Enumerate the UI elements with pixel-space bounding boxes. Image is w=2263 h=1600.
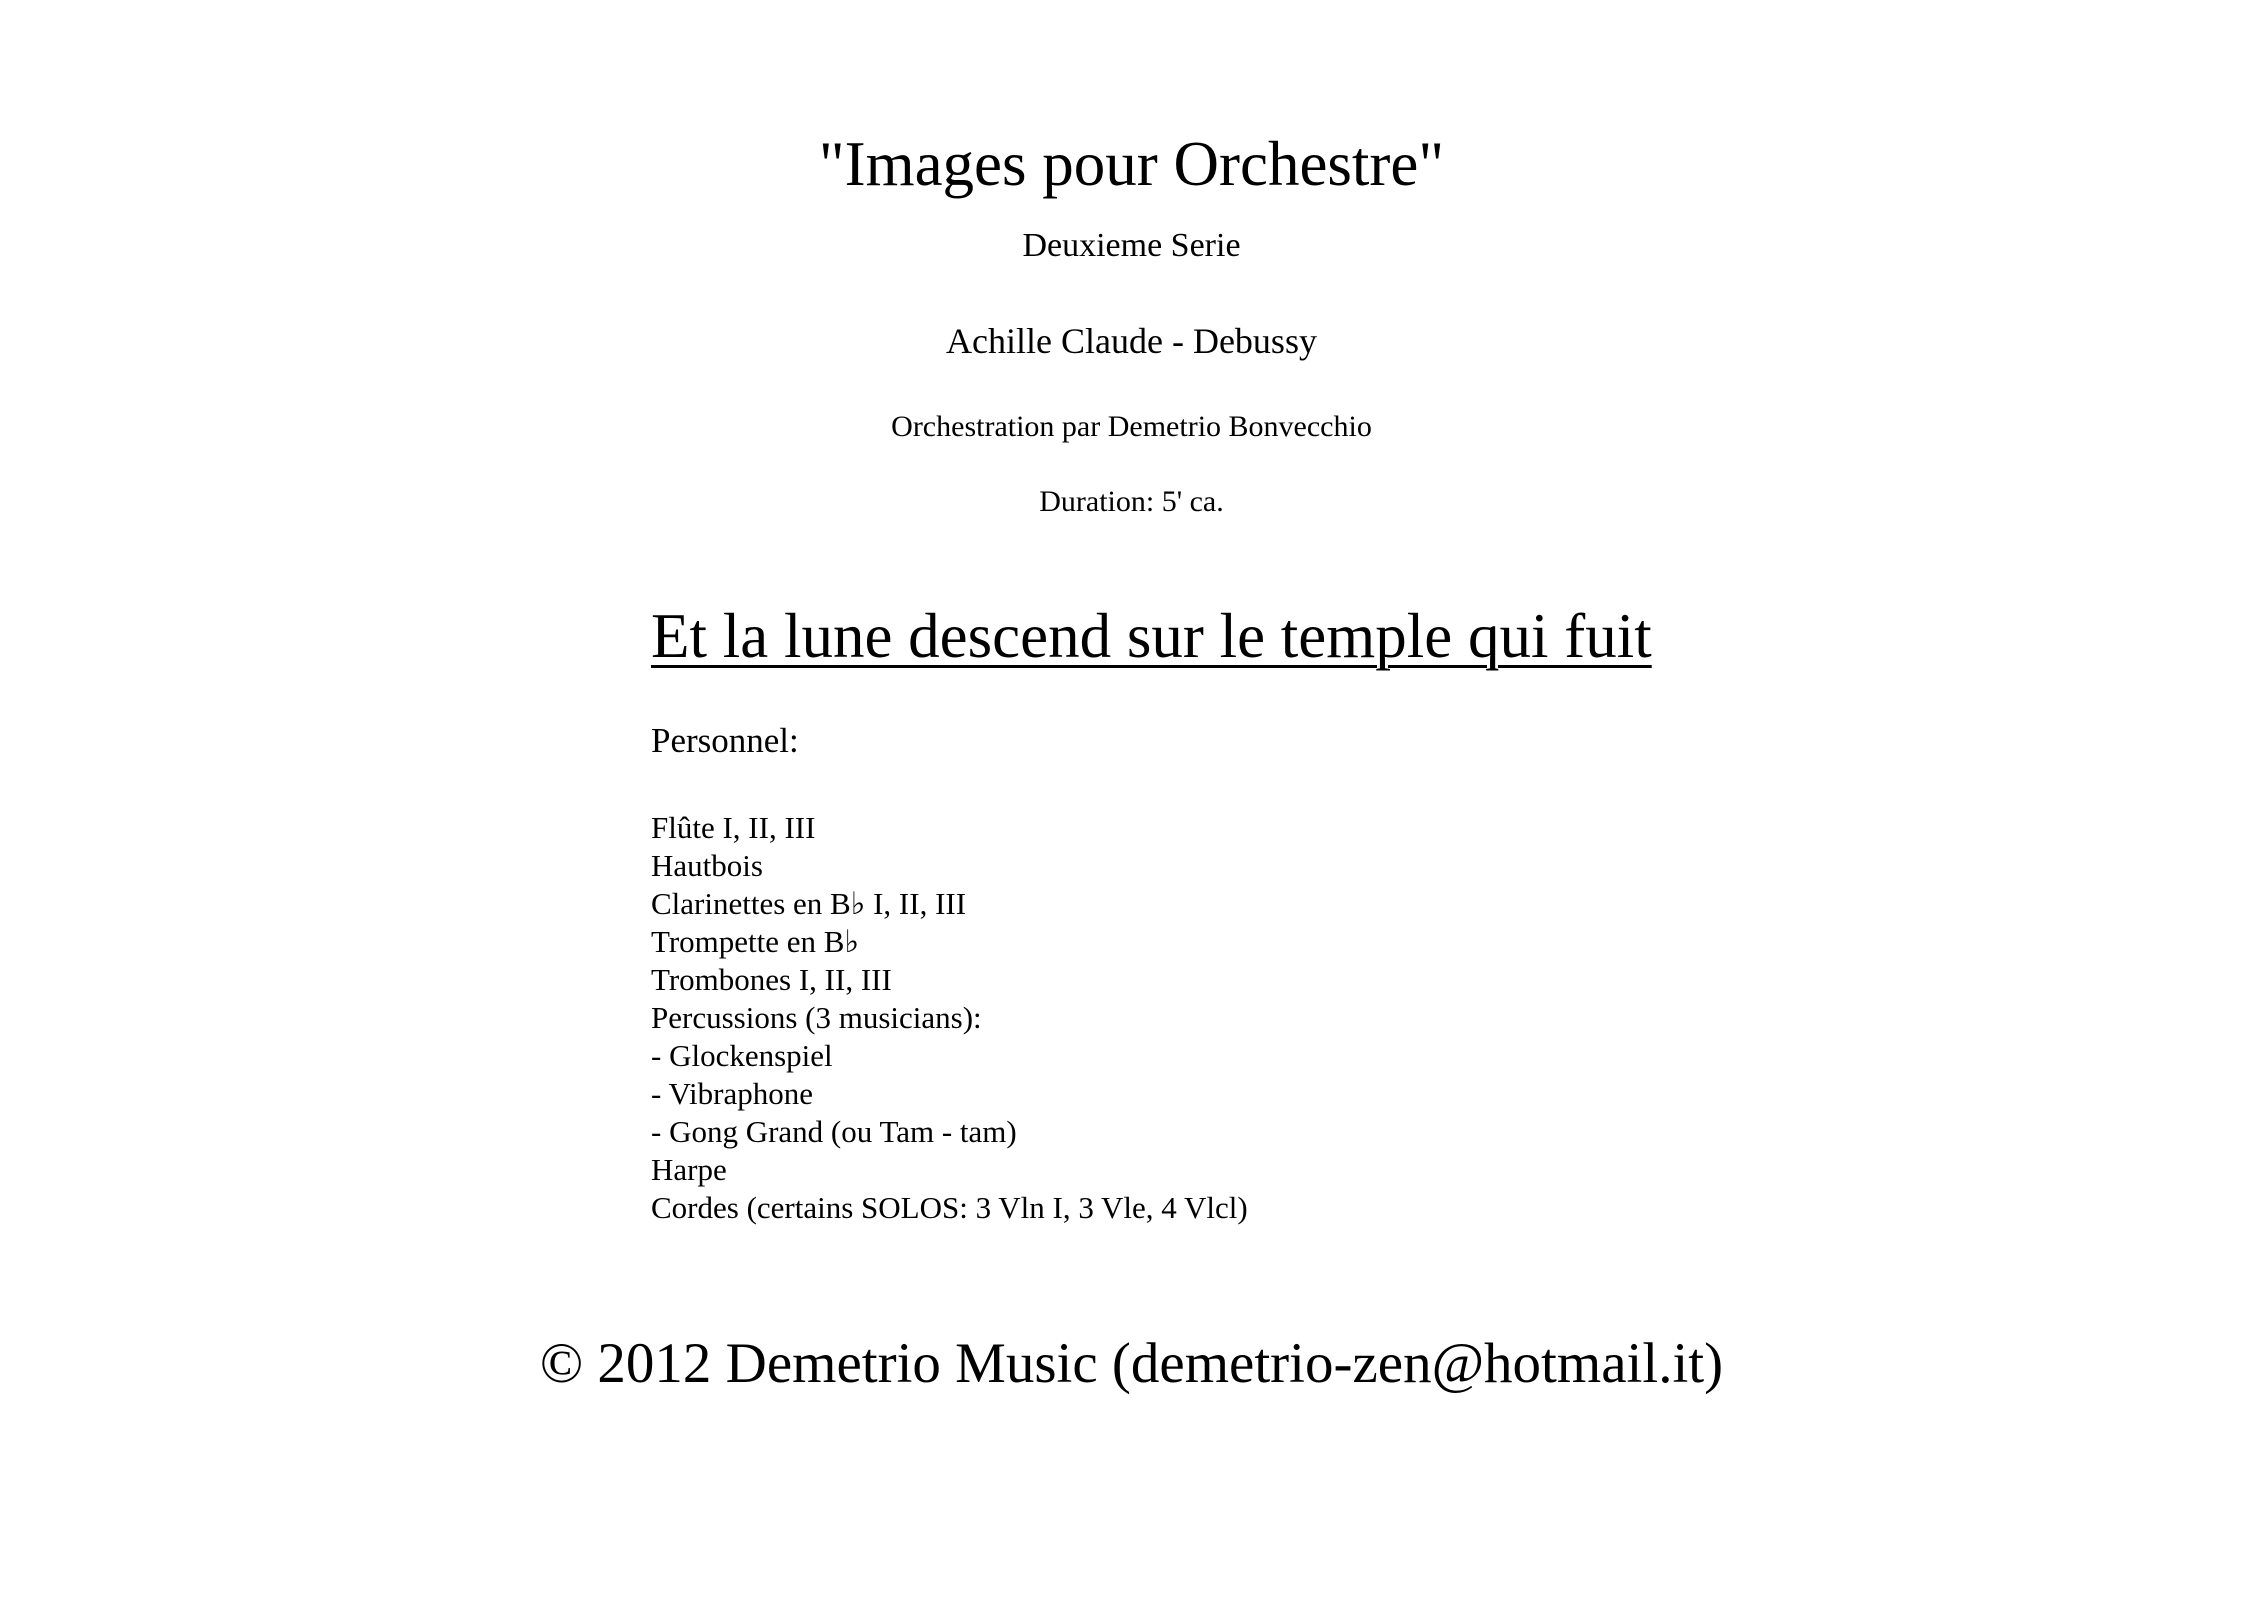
instrument-item: Trompette en B♭ — [651, 924, 860, 959]
orchestration-credit: Orchestration par Demetrio Bonvecchio — [891, 410, 1372, 443]
work-title: "Images pour Orchestre" — [818, 129, 1445, 199]
instrument-item: Flûte I, II, III — [651, 810, 816, 845]
instrument-item: Trombones I, II, III — [651, 962, 892, 997]
instrument-list — [651, 809, 1248, 1227]
instrument-item: Harpe — [651, 1152, 727, 1187]
instrument-item: Cordes (certains SOLOS: 3 Vln I, 3 Vle, 4 Vlcl) — [651, 1190, 1248, 1225]
instrument-item: - Gong Grand (ou Tam - tam) — [651, 1114, 1017, 1149]
instrument-item: Percussions (3 musicians): — [651, 1000, 982, 1035]
instrument-item: - Glockenspiel — [651, 1038, 833, 1073]
instrument-item: - Vibraphone — [651, 1076, 813, 1111]
piece-title: Et la lune descend sur le temple qui fuit — [651, 601, 1652, 671]
series-subtitle: Deuxieme Serie — [1022, 227, 1241, 264]
personnel-label: Personnel: — [651, 721, 799, 760]
instrument-item: Clarinettes en B♭ I, II, III — [651, 886, 967, 921]
duration-text: Duration: 5' ca. — [1039, 485, 1224, 518]
composer-name: Achille Claude - Debussy — [946, 321, 1317, 361]
instrument-item: Hautbois — [651, 848, 763, 883]
copyright-notice: © 2012 Demetrio Music (demetrio-zen@hotmail.it) — [539, 1332, 1724, 1395]
